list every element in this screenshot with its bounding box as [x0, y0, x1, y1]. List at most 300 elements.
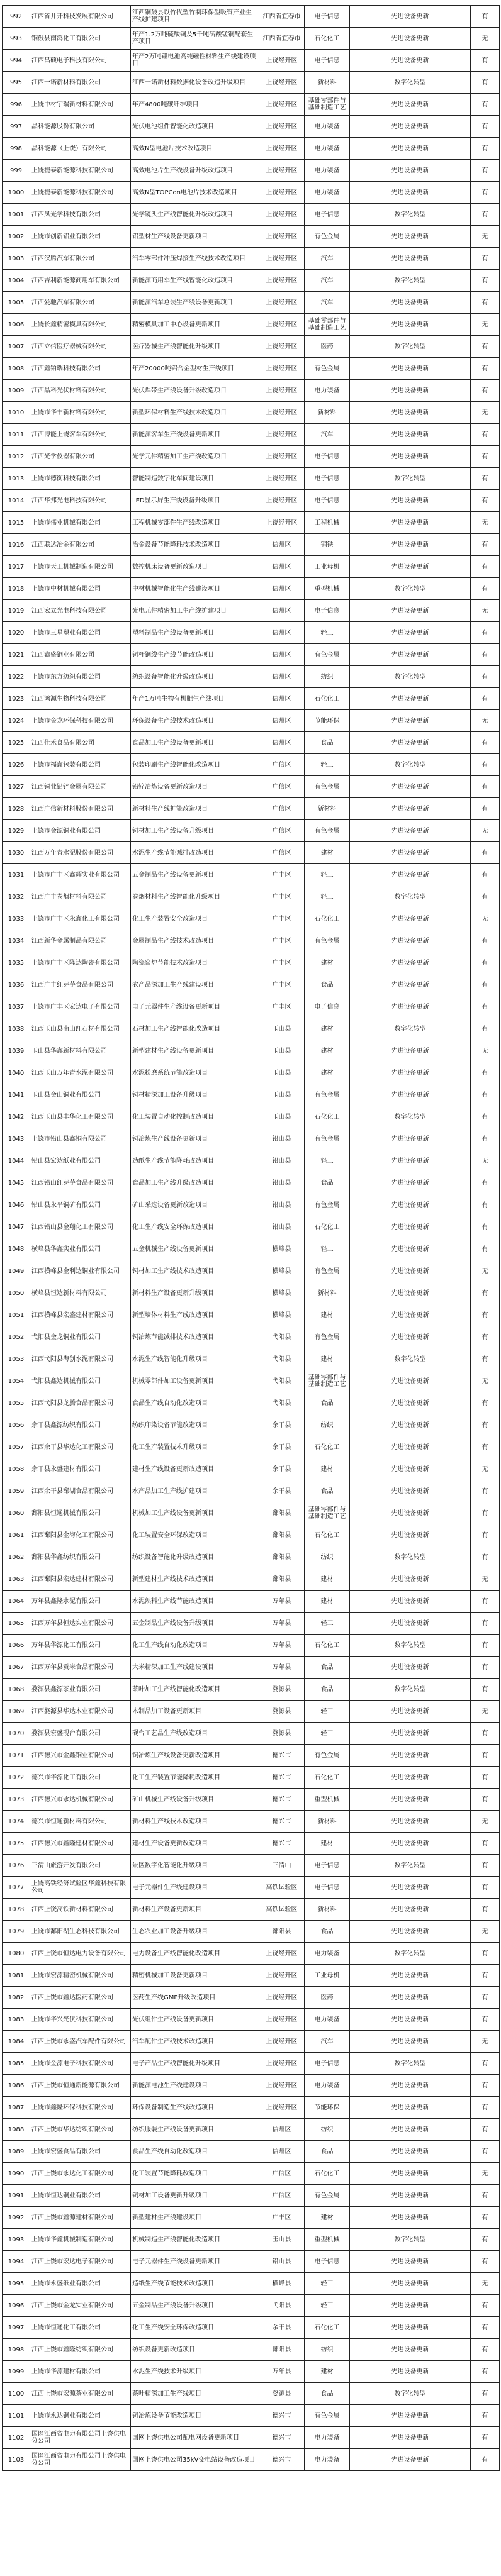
row-number-cell: 1029: [3, 820, 30, 842]
project-name-cell: 五金制品生产线设备更新项目: [131, 864, 259, 886]
area-cell: 信州区: [259, 600, 305, 622]
project-type-cell: 先进设备更新: [350, 2317, 471, 2339]
table-row: [3, 160, 500, 182]
project-type-cell: 先进设备更新: [350, 1480, 471, 1502]
flag-cell: 有: [471, 732, 500, 754]
project-type-cell: 数字化转型: [350, 754, 471, 776]
row-number-cell: 1024: [3, 710, 30, 732]
company-name-cell: 江西上饶市永达化工有限公司: [30, 2163, 131, 2185]
row-number-cell: 1040: [3, 1062, 30, 1084]
row-number-cell: 1072: [3, 1767, 30, 1789]
area-cell: 江西省宜春市: [259, 28, 305, 50]
area-cell: 婺源县: [259, 2383, 305, 2405]
project-name-cell: 建材生产线设备更新改造项目: [131, 1458, 259, 1480]
project-name-cell: 光电元件精密加工生产线扩建项目: [131, 600, 259, 622]
industry-field-cell: 医药: [305, 1987, 350, 2009]
project-name-cell: 机械制造生产线智能化改造项目: [131, 2229, 259, 2251]
area-cell: 上饶经开区: [259, 314, 305, 336]
project-name-cell: 新型建材生产线技术改造项目: [131, 1568, 259, 1591]
flag-cell: 有: [471, 1723, 500, 1745]
project-type-cell: 先进设备更新: [350, 644, 471, 666]
area-cell: 鄱阳县: [259, 1568, 305, 1591]
project-name-cell: 电子元器件生产线建设项目: [131, 1877, 259, 1899]
project-type-cell: 先进设备更新: [350, 820, 471, 842]
flag-cell: 有: [471, 556, 500, 578]
flag-cell: 有: [471, 1591, 500, 1613]
table-row: [3, 754, 500, 776]
area-cell: 横峰县: [259, 1282, 305, 1304]
row-number-cell: 1010: [3, 402, 30, 424]
flag-cell: 无: [471, 402, 500, 424]
flag-cell: 有: [471, 2185, 500, 2207]
flag-cell: 有: [471, 1546, 500, 1568]
project-name-cell: 光伏电池组件智能化改造项目: [131, 116, 259, 138]
table-row: [3, 2427, 500, 2449]
row-number-cell: 1014: [3, 490, 30, 512]
project-name-cell: 光伏焊带生产线设备升级改造项目: [131, 380, 259, 402]
project-type-cell: 先进设备更新: [350, 1458, 471, 1480]
industry-field-cell: 新材料: [305, 798, 350, 820]
company-name-cell: 江西省井开科技发展有限公司: [30, 6, 131, 28]
area-cell: 信州区: [259, 710, 305, 732]
project-list-sheet: [2, 5, 499, 2471]
row-number-cell: 1034: [3, 930, 30, 952]
project-name-cell: 新型建材生产线建设项目: [131, 2207, 259, 2229]
project-name-cell: 中材机械智能化生产线建设项目: [131, 578, 259, 600]
company-name-cell: 上饶市金源电子科技有限公司: [30, 2053, 131, 2075]
flag-cell: 有: [471, 380, 500, 402]
table-row: [3, 2075, 500, 2097]
project-type-cell: 数字化转型: [350, 666, 471, 688]
industry-field-cell: 汽车: [305, 270, 350, 292]
flag-cell: 有: [471, 1613, 500, 1635]
flag-cell: 有: [471, 842, 500, 864]
industry-field-cell: 重型机械: [305, 1789, 350, 1811]
company-name-cell: 婺源县鑫源茶业有限公司: [30, 1679, 131, 1701]
industry-field-cell: 电力装备: [305, 2427, 350, 2449]
project-name-cell: 铜冶炼生产线设备更新项目: [131, 1128, 259, 1150]
flag-cell: 有: [471, 270, 500, 292]
industry-field-cell: 食品: [305, 1392, 350, 1414]
flag-cell: 有: [471, 248, 500, 270]
area-cell: 上饶经开区: [259, 336, 305, 358]
area-cell: 广信区: [259, 798, 305, 820]
project-type-cell: 先进设备更新: [350, 1150, 471, 1172]
area-cell: 铅山县: [259, 2251, 305, 2273]
table-row: [3, 688, 500, 710]
flag-cell: 有: [471, 1084, 500, 1106]
table-row: [3, 138, 500, 160]
project-type-cell: 先进设备更新: [350, 798, 471, 820]
industry-field-cell: 基础零部件与基础制造工艺: [305, 1370, 350, 1392]
company-name-cell: 上饶市宏盛食品有限公司: [30, 2141, 131, 2163]
area-cell: 信州区: [259, 2119, 305, 2141]
project-type-cell: 先进设备更新: [350, 490, 471, 512]
industry-field-cell: 电力装备: [305, 160, 350, 182]
project-name-cell: 新型环保材料生产线技术改造项目: [131, 402, 259, 424]
project-type-cell: 先进设备更新: [350, 600, 471, 622]
project-type-cell: 先进设备更新: [350, 1282, 471, 1304]
project-name-cell: 食品生产线自动化改造项目: [131, 2141, 259, 2163]
project-name-cell: 医药生产线GMP升级改造项目: [131, 1987, 259, 2009]
industry-field-cell: 建材: [305, 842, 350, 864]
flag-cell: 无: [471, 1260, 500, 1282]
area-cell: 弋阳县: [259, 1348, 305, 1370]
area-cell: 广丰区: [259, 996, 305, 1018]
company-name-cell: 江西鸿源生物科技有限公司: [30, 688, 131, 710]
company-name-cell: 江西晶科光伏材料有限公司: [30, 380, 131, 402]
project-type-cell: 先进设备更新: [350, 2405, 471, 2427]
area-cell: 德兴市: [259, 2427, 305, 2449]
table-row: [3, 270, 500, 292]
industry-field-cell: 有色金属: [305, 1326, 350, 1348]
company-name-cell: 晶科能源股份有限公司: [30, 116, 131, 138]
industry-field-cell: 钢铁: [305, 534, 350, 556]
flag-cell: 有: [471, 1657, 500, 1679]
project-name-cell: 食品生产线自动化改造项目: [131, 1392, 259, 1414]
project-name-cell: 精密模具加工中心设备更新项目: [131, 314, 259, 336]
company-name-cell: 江西万年县恒达实业有限公司: [30, 1613, 131, 1635]
project-name-cell: 江西铜鼓县以竹代塑竹制环保型吸管产业生产线扩建项目: [131, 6, 259, 28]
area-cell: 信州区: [259, 666, 305, 688]
company-name-cell: 江西华邦光电科技有限公司: [30, 490, 131, 512]
table-row: [3, 974, 500, 996]
row-number-cell: 1085: [3, 2053, 30, 2075]
project-type-cell: 先进设备更新: [350, 2031, 471, 2053]
project-name-cell: 纺织印染设备节能改造项目: [131, 1414, 259, 1436]
company-name-cell: 三清山旅游开发有限公司: [30, 1855, 131, 1877]
industry-field-cell: 建材: [305, 1018, 350, 1040]
flag-cell: 有: [471, 2119, 500, 2141]
table-row: [3, 116, 500, 138]
table-row: [3, 512, 500, 534]
table-row: [3, 1392, 500, 1414]
area-cell: 横峰县: [259, 2273, 305, 2295]
area-cell: 信州区: [259, 622, 305, 644]
project-name-cell: 光学元件精密加工生产线改造项目: [131, 446, 259, 468]
area-cell: 上饶经开区: [259, 2075, 305, 2097]
flag-cell: 有: [471, 1106, 500, 1128]
row-number-cell: 1037: [3, 996, 30, 1018]
company-name-cell: 江西余干县华达化工有限公司: [30, 1436, 131, 1458]
flag-cell: 无: [471, 1921, 500, 1943]
project-type-cell: 先进设备更新: [350, 138, 471, 160]
flag-cell: 有: [471, 358, 500, 380]
industry-field-cell: 电力装备: [305, 2075, 350, 2097]
industry-field-cell: 石化化工: [305, 1436, 350, 1458]
project-type-cell: 先进设备更新: [350, 1194, 471, 1216]
project-name-cell: 金属制品生产线技术改造项目: [131, 930, 259, 952]
industry-field-cell: 工业母机: [305, 556, 350, 578]
project-type-cell: 数字化转型: [350, 2229, 471, 2251]
company-name-cell: 江西汉腾汽车有限公司: [30, 248, 131, 270]
area-cell: 高铁试验区: [259, 1899, 305, 1921]
flag-cell: 有: [471, 2097, 500, 2119]
company-name-cell: 上饶市永达铜业有限公司: [30, 2405, 131, 2427]
flag-cell: 有: [471, 1502, 500, 1524]
area-cell: 万年县: [259, 1635, 305, 1657]
project-type-cell: 先进设备更新: [350, 1701, 471, 1723]
table-row: [3, 908, 500, 930]
flag-cell: 有: [471, 1789, 500, 1811]
table-row: [3, 1855, 500, 1877]
project-name-cell: 纺织设备更新改造项目: [131, 2339, 259, 2361]
row-number-cell: 1080: [3, 1943, 30, 1965]
project-type-cell: 先进设备更新: [350, 688, 471, 710]
industry-field-cell: 节能环保: [305, 710, 350, 732]
industry-field-cell: 电子信息: [305, 446, 350, 468]
area-cell: 广信区: [259, 2185, 305, 2207]
area-cell: 余干县: [259, 2317, 305, 2339]
project-type-cell: 先进设备更新: [350, 1370, 471, 1392]
project-type-cell: 先进设备更新: [350, 1723, 471, 1745]
industry-field-cell: 轻工: [305, 2273, 350, 2295]
company-name-cell: 江西上饶高铁新材料有限公司: [30, 1899, 131, 1921]
flag-cell: 有: [471, 2251, 500, 2273]
company-name-cell: 江西吉利新能源商用车有限公司: [30, 270, 131, 292]
industry-field-cell: 食品: [305, 2383, 350, 2405]
area-cell: 余干县: [259, 1436, 305, 1458]
company-name-cell: 江西弋阳县海创水泥有限公司: [30, 1348, 131, 1370]
industry-field-cell: 有色金属: [305, 644, 350, 666]
flag-cell: 有: [471, 2339, 500, 2361]
flag-cell: 有: [471, 1282, 500, 1304]
table-row: [3, 2163, 500, 2185]
table-row: [3, 2317, 500, 2339]
area-cell: 信州区: [259, 732, 305, 754]
row-number-cell: 1025: [3, 732, 30, 754]
row-number-cell: 1090: [3, 2163, 30, 2185]
flag-cell: 有: [471, 534, 500, 556]
row-number-cell: 1020: [3, 622, 30, 644]
industry-field-cell: 汽车: [305, 2031, 350, 2053]
table-row: [3, 820, 500, 842]
row-number-cell: 1057: [3, 1436, 30, 1458]
industry-field-cell: 食品: [305, 1679, 350, 1701]
row-number-cell: 1052: [3, 1326, 30, 1348]
area-cell: 德兴市: [259, 1833, 305, 1855]
row-number-cell: 1042: [3, 1106, 30, 1128]
row-number-cell: 995: [3, 72, 30, 94]
table-row: [3, 1040, 500, 1062]
table-row: [3, 72, 500, 94]
area-cell: 弋阳县: [259, 1326, 305, 1348]
industry-field-cell: 工程机械: [305, 512, 350, 534]
industry-field-cell: 轻工: [305, 1613, 350, 1635]
area-cell: 万年县: [259, 1613, 305, 1635]
flag-cell: 有: [471, 94, 500, 116]
row-number-cell: 1074: [3, 1811, 30, 1833]
flag-cell: 有: [471, 468, 500, 490]
project-name-cell: 年产2万吨锂电池高纯磁性材料生产线建设项目: [131, 50, 259, 72]
industry-field-cell: 建材: [305, 1040, 350, 1062]
project-name-cell: 铝型材生产线设备更新项目: [131, 226, 259, 248]
row-number-cell: 1083: [3, 2009, 30, 2031]
row-number-cell: 1097: [3, 2317, 30, 2339]
project-name-cell: 化工生产装置技术升级项目: [131, 1436, 259, 1458]
industry-field-cell: 纺织: [305, 2339, 350, 2361]
flag-cell: 有: [471, 72, 500, 94]
flag-cell: 有: [471, 2141, 500, 2163]
project-name-cell: 国网上饶供电公司配电网设备更新项目: [131, 2427, 259, 2449]
row-number-cell: 1008: [3, 358, 30, 380]
company-name-cell: 江西上饶市永盛汽车配件有限公司: [30, 2031, 131, 2053]
area-cell: 德兴市: [259, 2405, 305, 2427]
flag-cell: 有: [471, 50, 500, 72]
row-number-cell: 997: [3, 116, 30, 138]
industry-field-cell: 轻工: [305, 754, 350, 776]
project-name-cell: 环保设备生产线技术改造项目: [131, 710, 259, 732]
project-type-cell: 先进设备更新: [350, 776, 471, 798]
area-cell: 广信区: [259, 754, 305, 776]
project-type-cell: 数字化转型: [350, 2053, 471, 2075]
flag-cell: 有: [471, 2405, 500, 2427]
table-row: [3, 842, 500, 864]
project-name-cell: 环保设备制造生产线改造项目: [131, 2097, 259, 2119]
flag-cell: 有: [471, 116, 500, 138]
industry-field-cell: 建材: [305, 1568, 350, 1591]
project-name-cell: 石材加工生产线智能化改造项目: [131, 1018, 259, 1040]
company-name-cell: 晶科能源（上饶）有限公司: [30, 138, 131, 160]
table-row: [3, 1062, 500, 1084]
project-type-cell: 先进设备更新: [350, 2141, 471, 2163]
industry-field-cell: 电力装备: [305, 380, 350, 402]
row-number-cell: 1032: [3, 886, 30, 908]
company-name-cell: 上饶中材宇瑞新材料有限公司: [30, 94, 131, 116]
table-row: [3, 28, 500, 50]
table-row: [3, 1546, 500, 1568]
flag-cell: 有: [471, 1018, 500, 1040]
company-name-cell: 江西横峰县宏盛建材有限公司: [30, 1304, 131, 1326]
company-name-cell: 鄱阳县恒通机械有限公司: [30, 1502, 131, 1524]
flag-cell: 有: [471, 1745, 500, 1767]
project-type-cell: 先进设备更新: [350, 1304, 471, 1326]
table-row: [3, 2339, 500, 2361]
flag-cell: 无: [471, 710, 500, 732]
table-row: [3, 1304, 500, 1326]
row-number-cell: 1091: [3, 2185, 30, 2207]
row-number-cell: 1021: [3, 644, 30, 666]
row-number-cell: 1059: [3, 1480, 30, 1502]
company-name-cell: 江西昌硕电子科技有限公司: [30, 50, 131, 72]
project-name-cell: 年产1.2万吨硫酸铜及5千吨硫酸锰铜配套生产项目: [131, 28, 259, 50]
industry-field-cell: 电力装备: [305, 1943, 350, 1965]
table-row: [3, 600, 500, 622]
area-cell: 鄱阳县: [259, 1524, 305, 1546]
row-number-cell: 992: [3, 6, 30, 28]
flag-cell: 无: [471, 1370, 500, 1392]
company-name-cell: 婺源县宏盛砚台有限公司: [30, 1723, 131, 1745]
area-cell: 德兴市: [259, 1767, 305, 1789]
flag-cell: 有: [471, 1767, 500, 1789]
flag-cell: 有: [471, 182, 500, 204]
table-row: [3, 1811, 500, 1833]
company-name-cell: 铅山县永平铜矿有限公司: [30, 1194, 131, 1216]
company-name-cell: 江西铅山县金翔化工有限公司: [30, 1216, 131, 1238]
row-number-cell: 1018: [3, 578, 30, 600]
company-name-cell: 上饶长鑫精密模具有限公司: [30, 314, 131, 336]
project-type-cell: 先进设备更新: [350, 28, 471, 50]
table-row: [3, 2295, 500, 2317]
company-name-cell: 万年县华源化工有限公司: [30, 1635, 131, 1657]
industry-field-cell: 有色金属: [305, 226, 350, 248]
table-row: [3, 1568, 500, 1591]
row-number-cell: 1101: [3, 2405, 30, 2427]
area-cell: 广丰区: [259, 930, 305, 952]
table-row: [3, 1789, 500, 1811]
project-name-cell: 矿山机械生产线设备升级项目: [131, 1789, 259, 1811]
project-name-cell: 纺织设备智能化升级改造项目: [131, 666, 259, 688]
company-name-cell: 江西玉山县南山红石材有限公司: [30, 1018, 131, 1040]
area-cell: 上饶经开区: [259, 2031, 305, 2053]
industry-field-cell: 电力装备: [305, 138, 350, 160]
industry-field-cell: 电子信息: [305, 2053, 350, 2075]
company-name-cell: 江西凤光学科技有限公司: [30, 204, 131, 226]
flag-cell: 有: [471, 2317, 500, 2339]
row-number-cell: 1046: [3, 1194, 30, 1216]
project-name-cell: 生态农业加工设备升级项目: [131, 1921, 259, 1943]
row-number-cell: 1079: [3, 1921, 30, 1943]
project-type-cell: 数字化转型: [350, 1546, 471, 1568]
area-cell: 上饶经开区: [259, 182, 305, 204]
area-cell: 铅山县: [259, 1194, 305, 1216]
project-type-cell: 先进设备更新: [350, 1745, 471, 1767]
area-cell: 婺源县: [259, 1701, 305, 1723]
row-number-cell: 1035: [3, 952, 30, 974]
project-name-cell: 新能源电池生产线建设项目: [131, 2075, 259, 2097]
industry-field-cell: 纺织: [305, 2119, 350, 2141]
table-row: [3, 226, 500, 248]
flag-cell: 有: [471, 1480, 500, 1502]
row-number-cell: 996: [3, 94, 30, 116]
company-name-cell: 江西余干县鄱湖食品有限公司: [30, 1480, 131, 1502]
area-cell: 横峰县: [259, 1304, 305, 1326]
row-number-cell: 1061: [3, 1524, 30, 1546]
row-number-cell: 1055: [3, 1392, 30, 1414]
flag-cell: 无: [471, 1568, 500, 1591]
industry-field-cell: 纺织: [305, 1546, 350, 1568]
project-type-cell: 先进设备更新: [350, 2295, 471, 2317]
table-row: [3, 710, 500, 732]
project-type-cell: 先进设备更新: [350, 1899, 471, 1921]
project-name-cell: 矿山采选设备更新改造项目: [131, 1194, 259, 1216]
project-type-cell: 先进设备更新: [350, 556, 471, 578]
company-name-cell: 上饶市鄱阳湖生态科技有限公司: [30, 1921, 131, 1943]
area-cell: 鄱阳县: [259, 1921, 305, 1943]
industry-field-cell: 食品: [305, 974, 350, 996]
table-row: [3, 666, 500, 688]
flag-cell: 无: [471, 600, 500, 622]
table-row: [3, 2097, 500, 2119]
row-number-cell: 1022: [3, 666, 30, 688]
project-type-cell: 先进设备更新: [350, 226, 471, 248]
flag-cell: 有: [471, 776, 500, 798]
company-name-cell: 江西铜业铅锌金属有限公司: [30, 776, 131, 798]
table-row: [3, 1480, 500, 1502]
table-row: [3, 622, 500, 644]
area-cell: 上饶经开区: [259, 138, 305, 160]
industry-field-cell: 电力装备: [305, 2009, 350, 2031]
area-cell: 弋阳县: [259, 1370, 305, 1392]
area-cell: 铅山县: [259, 1172, 305, 1194]
project-name-cell: 化工装置自动化控制改造项目: [131, 1106, 259, 1128]
row-number-cell: 1031: [3, 864, 30, 886]
project-name-cell: 新材料生产设备更新升级项目: [131, 1282, 259, 1304]
project-type-cell: 数字化转型: [350, 1679, 471, 1701]
project-type-cell: 先进设备更新: [350, 1987, 471, 2009]
industry-field-cell: 建材: [305, 1458, 350, 1480]
area-cell: 上饶经开区: [259, 1943, 305, 1965]
